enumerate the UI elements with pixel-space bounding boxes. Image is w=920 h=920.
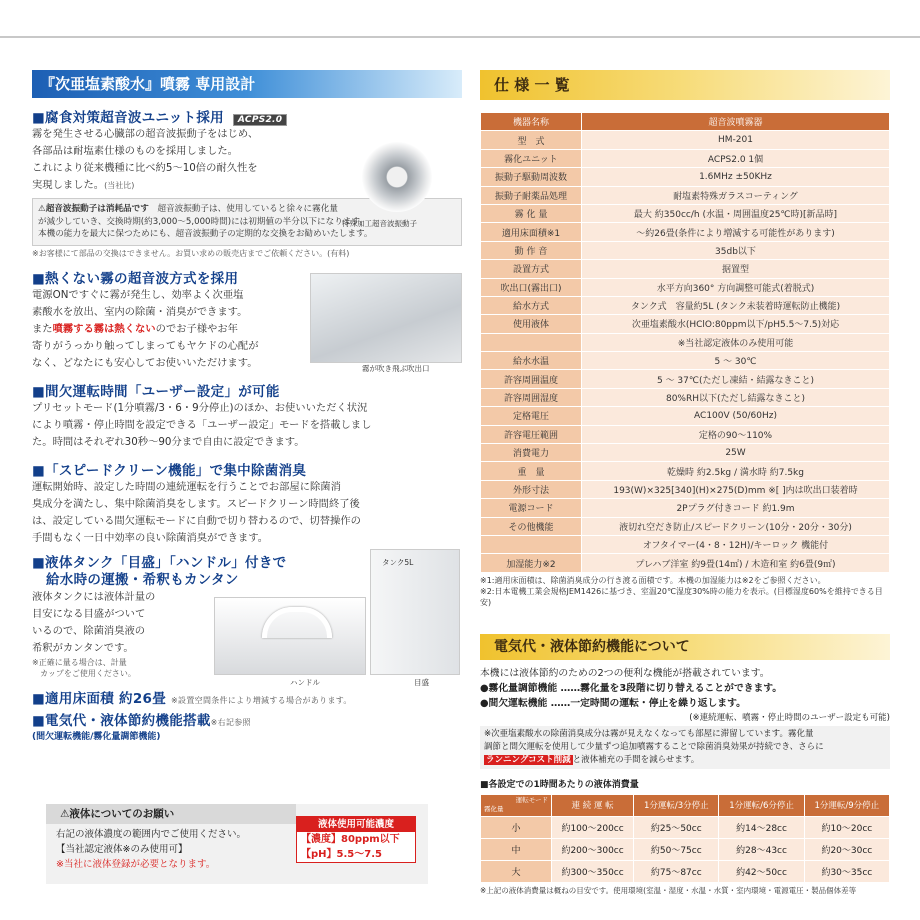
section-economy: ■電気代・液体節約機能搭載※右記参照 (間欠運転機能/霧化量調節機能) — [32, 712, 251, 742]
spec-value: HM-201 — [582, 131, 890, 149]
spec-value: 5 ～ 37℃(ただし凍結・結露なきこと) — [582, 370, 890, 388]
spec-key: 使用液体 — [481, 315, 582, 333]
section-tank — [32, 554, 462, 687]
section-title: ■間欠運転時間「ユーザー設定」が可能 — [32, 383, 280, 400]
economy-body: 本機には液体節約のための2つの便利な機能が搭載されています。 ●霧化量調節機能 ……霧化量を3段階に切り替えることができます。 ●間欠運転機能 ……一定時間の運転・停止を繰り返します。 (※連続運転、噴霧・停止時間のユーザー設定も可能) — [480, 667, 890, 723]
vibrator-caption: 特殊加工超音波振動子 — [342, 219, 417, 228]
usage-col: 連 続 運 転 — [552, 794, 634, 816]
vibrator-photo — [362, 142, 432, 212]
spec-row — [481, 407, 890, 425]
concentration-box — [296, 816, 416, 863]
section-cool-mist — [32, 267, 462, 372]
spec-key: 電源コード — [481, 499, 582, 517]
spec-key: 動 作 音 — [481, 241, 582, 259]
mist-photo — [310, 273, 462, 363]
spec-value: 超音波噴霧器 — [582, 113, 890, 131]
section-ultrasonic-unit — [32, 106, 462, 259]
spec-key: 吹出口(霧出口) — [481, 278, 582, 296]
spec-row — [481, 425, 890, 443]
section-body: 電源ONですぐに霧が発生し、効率よく次亜塩 素酸水を放出、室内の除菌・消臭ができます。 また噴霧する霧は熱くないのでお子様やお年 寄りがうっかり触ってしまってもヤケドの心配が なく、どなたにも安心してお使いいただけます。 — [32, 288, 259, 369]
spec-key: 適用床面積※1 — [481, 223, 582, 241]
spec-row — [481, 113, 890, 131]
spec-key: 型 式 — [481, 131, 582, 149]
spec-table — [480, 112, 890, 573]
economy-banner: 電気代・液体節約機能について — [480, 634, 890, 660]
acps-badge: ACPS2.0 — [233, 114, 287, 126]
consumable-warning: ⚠超音波振動子は消耗品です 超音波振動子は、使用していると徐々に霧化量 が減少していき、交換時期(約3,000～5,000時間)には初期値の半分以下になります。 本機の能力を最大に保つためにも、超音波振動子の定期的な交換をお勧めいたします。 — [32, 198, 462, 246]
spec-value: ACPS2.0 1個 — [582, 149, 890, 167]
spec-key: 設置方式 — [481, 260, 582, 278]
liquid-line: 右記の液体濃度の範囲内でご使用ください。 — [56, 829, 247, 840]
spec-value: 耐塩素特殊ガラスコーティング — [582, 186, 890, 204]
spec-row — [481, 315, 890, 333]
spec-notes: ※1:適用床面積は、除菌消臭成分の行き渡る面積です。本機の加湿能力は※2をご参照ください。 ※2:日本電機工業会規格JEM1426に基づき、室温20℃湿度30%時の能力を表示。(目標湿度60%を維持できる目安) — [480, 575, 883, 607]
usage-table — [480, 794, 890, 883]
section-title: ■熱くない霧の超音波方式を採用 — [32, 270, 239, 287]
liquid-notice-title: ⚠液体についてのお願い — [46, 804, 296, 824]
section-intermittent — [32, 380, 462, 451]
spec-row — [481, 131, 890, 149]
spec-value: 水平方向360° 方向調整可能式(着脱式) — [582, 278, 890, 296]
left-banner: 『次亜塩素酸水』噴霧 専用設計 — [32, 70, 462, 98]
section-body: プリセットモード(1分噴霧/3・6・9分停止)のほか、お使いいただく状況 により噴霧・停止時間を設定できる「ユーザー設定」モードを搭載しまし た。時間はそれぞれ30秒～90分まで自由に設定できます。 — [32, 401, 372, 448]
spec-row — [481, 204, 890, 222]
spec-key: 許容周囲湿度 — [481, 388, 582, 406]
spec-value: プレハブ洋室 約9畳(14㎡) / 木造和室 約6畳(9㎡) — [582, 554, 890, 572]
usage-footnote: ※上記の液体消費量は概ねの目安です。使用環境(室温・湿度・水温・水質・室内環境・電源電圧・製品個体差等 — [480, 885, 857, 895]
liquid-line: 【当社認定液体※のみ使用可】 — [56, 844, 188, 855]
section-body: 霧を発生させる心臓部の超音波振動子をはじめ、 各部品は耐塩素仕様のものを採用しました。 これにより従来機種に比べ約5～10倍の耐久性を 実現しました。(当社比) — [32, 128, 259, 191]
section-body: 運転開始時、設定した時間の連続運転を行うことでお部屋に除菌消 臭成分を満たし、集中除菌消臭をします。スピードクリーン時間終了後 は、設定している間欠運転モードに自動で切り替わるので、切替操作の 手間もなく一日中効率の良い除菌消臭ができます。 — [32, 480, 361, 544]
spec-value: オフタイマー(4・8・12H)/キーロック 機能付 — [582, 535, 890, 553]
handle-caption: ハンドル — [290, 677, 320, 687]
spec-row — [481, 499, 890, 517]
usage-col: 1分運転/9分停止 — [804, 794, 889, 816]
spec-key: 振動子駆動周波数 — [481, 168, 582, 186]
spec-row — [481, 333, 890, 351]
spec-key: 霧 化 量 — [481, 204, 582, 222]
spec-key: 消費電力 — [481, 444, 582, 462]
spec-row — [481, 296, 890, 314]
right-column — [480, 70, 890, 896]
spec-row — [481, 168, 890, 186]
spec-key: 外形寸法 — [481, 480, 582, 498]
spec-value: 液切れ空だき防止/スピードクリーン(10分・20分・30分) — [582, 517, 890, 535]
spec-row — [481, 352, 890, 370]
section-title: ■液体タンク「目盛」「ハンドル」付きで 給水時の運搬・希釈もカンタン — [32, 554, 287, 588]
spec-key: 給水水温 — [481, 352, 582, 370]
scale-caption: 目盛 — [414, 677, 429, 687]
spec-value: 35db以下 — [582, 241, 890, 259]
section-body: 液体タンクには液体計量の 目安になる目盛がついて いるので、除菌消臭液の 希釈がカンタンです。 ※正確に量る場合は、計量 カップをご使用ください。 — [32, 590, 156, 678]
usage-col: 1分運転/6分停止 — [719, 794, 804, 816]
spec-value: 193(W)×325[340](H)×275(D)mm ※[ ]内は吹出口装着時 — [582, 480, 890, 498]
usage-title: ■各設定での1時間あたりの液体消費量 — [480, 779, 639, 790]
section-title: ■「スピードクリーン機能」で集中除菌消臭 — [32, 462, 307, 479]
tank-label: タンク5L — [382, 557, 414, 567]
spec-row — [481, 480, 890, 498]
spec-row — [481, 241, 890, 259]
economy-desc: ※次亜塩素酸水の除菌消臭成分は霧が見えなくなっても部屋に滞留しています。霧化量 調節と間欠運転を使用して少量ずつ追加噴霧することで除菌消臭効果が持続でき、さらに ランニングコスト削減 と液体補充の手間を減らせます。 — [480, 726, 890, 769]
spec-key: 許容周囲温度 — [481, 370, 582, 388]
spec-key: 定格電圧 — [481, 407, 582, 425]
usage-corner: 運転モード 霧化量 — [481, 794, 552, 816]
spec-value: 定格の90～110% — [582, 425, 890, 443]
spec-value: 5 ～ 30℃ — [582, 352, 890, 370]
section-title: ■腐食対策超音波ユニット採用 ACPS2.0 — [32, 106, 462, 126]
spec-key — [481, 333, 582, 351]
spec-value: 2Pプラグ付きコード 約1.9m — [582, 499, 890, 517]
spec-value: 最大 約350cc/h (水温・周囲温度25℃時)[新品時] — [582, 204, 890, 222]
spec-row — [481, 278, 890, 296]
usage-col: 1分運転/3分停止 — [634, 794, 719, 816]
spec-key: 許容電圧範囲 — [481, 425, 582, 443]
spec-key — [481, 535, 582, 553]
spec-row — [481, 444, 890, 462]
section-floor-area: ■適用床面積 約26畳 ※設置空間条件により増減する場合があります。 — [32, 690, 352, 707]
spec-value: 据置型 — [582, 260, 890, 278]
spec-row — [481, 370, 890, 388]
spec-row — [481, 554, 890, 572]
usage-row: 大 約300～350cc 約75～87cc 約42～50cc 約30～35cc — [481, 860, 890, 882]
spec-key: 加湿能力※2 — [481, 554, 582, 572]
spec-key: 機器名称 — [481, 113, 582, 131]
usage-row: 小 約100～200cc 約25～50cc 約14～28cc 約10～20cc — [481, 816, 890, 838]
spec-value: 乾燥時 約2.5kg / 満水時 約7.5kg — [582, 462, 890, 480]
spec-key: 給水方式 — [481, 296, 582, 314]
spec-value: タンク式 容量約5L (タンク未装着時運転防止機能) — [582, 296, 890, 314]
spec-key: 重 量 — [481, 462, 582, 480]
spec-key: その他機能 — [481, 517, 582, 535]
spec-row — [481, 186, 890, 204]
spec-row — [481, 535, 890, 553]
liquid-red-note: ※当社に液体登録が必要となります。 — [56, 859, 216, 870]
spec-key: 振動子耐薬品処理 — [481, 186, 582, 204]
concentration-ph: 【pH】5.5～7.5 — [301, 849, 382, 860]
concentration-ppm: 【濃度】80ppm以下 — [301, 834, 400, 845]
spec-value: AC100V (50/60Hz) — [582, 407, 890, 425]
spec-row — [481, 517, 890, 535]
spec-row — [481, 260, 890, 278]
spec-row — [481, 462, 890, 480]
spec-row — [481, 149, 890, 167]
concentration-title: 液体使用可能濃度 — [297, 817, 415, 832]
spec-banner: 仕 様 一 覧 — [480, 70, 890, 100]
left-column — [32, 70, 462, 742]
mist-caption: 霧が吹き飛ぶ吹出口 — [362, 363, 430, 373]
spec-value: 80%RH以下(ただし結露なきこと) — [582, 388, 890, 406]
section-speed-clean — [32, 459, 462, 547]
usage-row: 中 約200～300cc 約50～75cc 約28～43cc 約20～30cc — [481, 838, 890, 860]
spec-value: 1.6MHz ±50KHz — [582, 168, 890, 186]
spec-key: 霧化ユニット — [481, 149, 582, 167]
spec-value: 次亜塩素酸水(HClO:80ppm以下/pH5.5～7.5)対応 — [582, 315, 890, 333]
warning-footnote: ※お客様にて部品の交換はできません。お買い求めの販売店までご依頼ください。(有料) — [32, 248, 350, 258]
spec-value: ※当社認定液体のみ使用可能 — [582, 333, 890, 351]
spec-row — [481, 223, 890, 241]
spec-value: 25W — [582, 444, 890, 462]
spec-row — [481, 388, 890, 406]
top-rule — [0, 36, 920, 38]
spec-value: ～約26畳(条件により増減する可能性があります) — [582, 223, 890, 241]
